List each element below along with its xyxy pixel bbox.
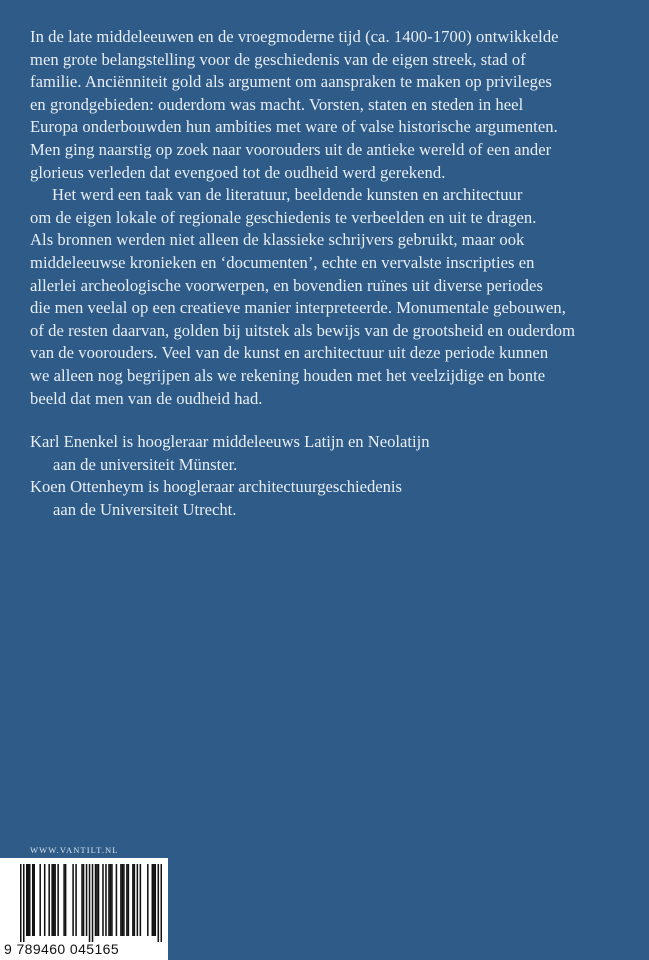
blurb-line: en grondgebieden: ouderdom was macht. Vorsten, staten en steden in heel	[30, 94, 524, 114]
blurb-paragraph-1	[30, 26, 626, 184]
barcode-bar	[116, 864, 118, 936]
barcode-bar	[83, 864, 85, 936]
barcode-bar	[75, 864, 77, 936]
barcode-bar	[39, 864, 41, 936]
blurb-line: beeld dat men van de oudheid had.	[30, 388, 263, 408]
barcode-guard-bar	[161, 864, 162, 942]
author-bio-enenkel	[30, 431, 610, 476]
blurb-line: Europa onderbouwden hun ambities met ware of valse historische argumenten.	[30, 117, 558, 137]
blurb-paragraph-2	[30, 184, 626, 410]
blurb-line: allerlei archeologische voorwerpen, en bovendien ruïnes uit diverse periodes	[30, 275, 543, 295]
blurb-text	[30, 26, 626, 410]
barcode-bar	[96, 864, 98, 936]
barcode-bar	[108, 864, 110, 936]
author-bios	[30, 431, 610, 521]
barcode-bar	[134, 864, 136, 936]
barcode-bar	[105, 864, 107, 936]
barcode-bar	[155, 864, 157, 936]
barcode-bar	[123, 864, 125, 936]
barcode-bar	[51, 864, 53, 936]
blurb-line: Men ging naarstig op zoek naar voorouders uit de antieke wereld of een ander	[30, 139, 552, 159]
barcode-bar	[26, 864, 28, 936]
barcode-bar	[128, 864, 130, 936]
barcode-bar	[63, 864, 65, 936]
barcode-bar	[120, 864, 122, 936]
barcode-guard-bar	[23, 864, 25, 942]
barcode-bar	[137, 864, 139, 936]
barcode-bar	[72, 864, 74, 936]
blurb-line: Het werd een taak van de literatuur, beeldende kunsten en architectuur	[52, 185, 523, 205]
barcode-bar	[54, 864, 56, 936]
barcode-bar	[98, 864, 100, 936]
blurb-line: om de eigen lokale of regionale geschiedenis te verbeelden en uit te dragen.	[30, 207, 537, 227]
barcode-guard-bar	[20, 864, 22, 942]
barcode-bar	[102, 864, 104, 936]
barcode-guard-bar	[92, 864, 94, 942]
barcode-bar	[132, 864, 134, 936]
barcode-bar	[48, 864, 50, 936]
blurb-line: of de resten daarvan, golden bij uitstek als bewijs van de grootsheid en ouderdom	[30, 320, 576, 340]
barcode-bar	[57, 864, 59, 936]
barcode-bars	[20, 864, 162, 942]
barcode-guard-bar	[158, 864, 160, 942]
barcode-bar	[27, 864, 29, 936]
barcode-bar	[53, 864, 55, 936]
blurb-line: men grote belangstelling voor de geschiedenis van de eigen streek, stad of	[30, 49, 526, 69]
barcode-bar	[32, 864, 34, 936]
blurb-line: In de late middeleeuwen en de vroegmoderne tijd (ca. 1400-1700) ontwikkelde	[30, 27, 559, 46]
blurb-line: familie. Anciënniteit gold als argument om aanspraken te maken op privileges	[30, 72, 552, 92]
publisher-url: WWW.VANTILT.NL	[30, 845, 119, 855]
blurb-line: die men veelal op een creatieve manier interpreteerde. Monumentale gebouwen,	[30, 298, 566, 318]
blurb-line: middeleeuwse kronieken en ‘documenten’, echte en vervalste inscripties en	[30, 252, 535, 272]
barcode-bar	[29, 864, 31, 936]
barcode-bar	[122, 864, 124, 936]
barcode-bar	[126, 864, 128, 936]
isbn-barcode	[0, 858, 168, 960]
author-bio-line: aan de universiteit Münster.	[53, 454, 238, 474]
isbn-digits: 9 789460 045165	[4, 941, 119, 957]
blurb-line: Als bronnen werden niet alleen de klassieke schrijvers gebruikt, maar ook	[30, 230, 525, 250]
author-bio-line: Karl Enenkel is hoogleraar middeleeuws Latijn en Neolatijn	[30, 432, 430, 451]
barcode-bar	[86, 864, 88, 936]
barcode-bar	[95, 864, 97, 936]
barcode-bar	[33, 864, 35, 936]
barcode-bar	[111, 864, 113, 936]
blurb-line: van de voorouders. Veel van de kunst en architectuur uit deze periode kunnen	[30, 343, 549, 363]
author-bio-ottenheym	[30, 476, 610, 521]
blurb-line: glorieus verleden dat evengoed tot de oudheid werd gerekend.	[30, 162, 446, 182]
blurb-line: we alleen nog begrijpen als we rekening houden met het veelzijdige en bonte	[30, 365, 546, 385]
barcode-bar	[81, 864, 83, 936]
barcode-bar	[65, 864, 67, 936]
barcode-bar	[147, 864, 149, 936]
author-bio-line: Koen Ottenheym is hoogleraar architectuurgeschiedenis	[30, 477, 402, 497]
barcode-bar	[140, 864, 142, 936]
author-bio-line: aan de Universiteit Utrecht.	[53, 499, 237, 519]
barcode-bar	[44, 864, 46, 936]
barcode-bar	[152, 864, 154, 936]
barcode-guard-bar	[89, 864, 91, 942]
barcode-bar	[110, 864, 112, 936]
barcode-bar	[153, 864, 155, 936]
